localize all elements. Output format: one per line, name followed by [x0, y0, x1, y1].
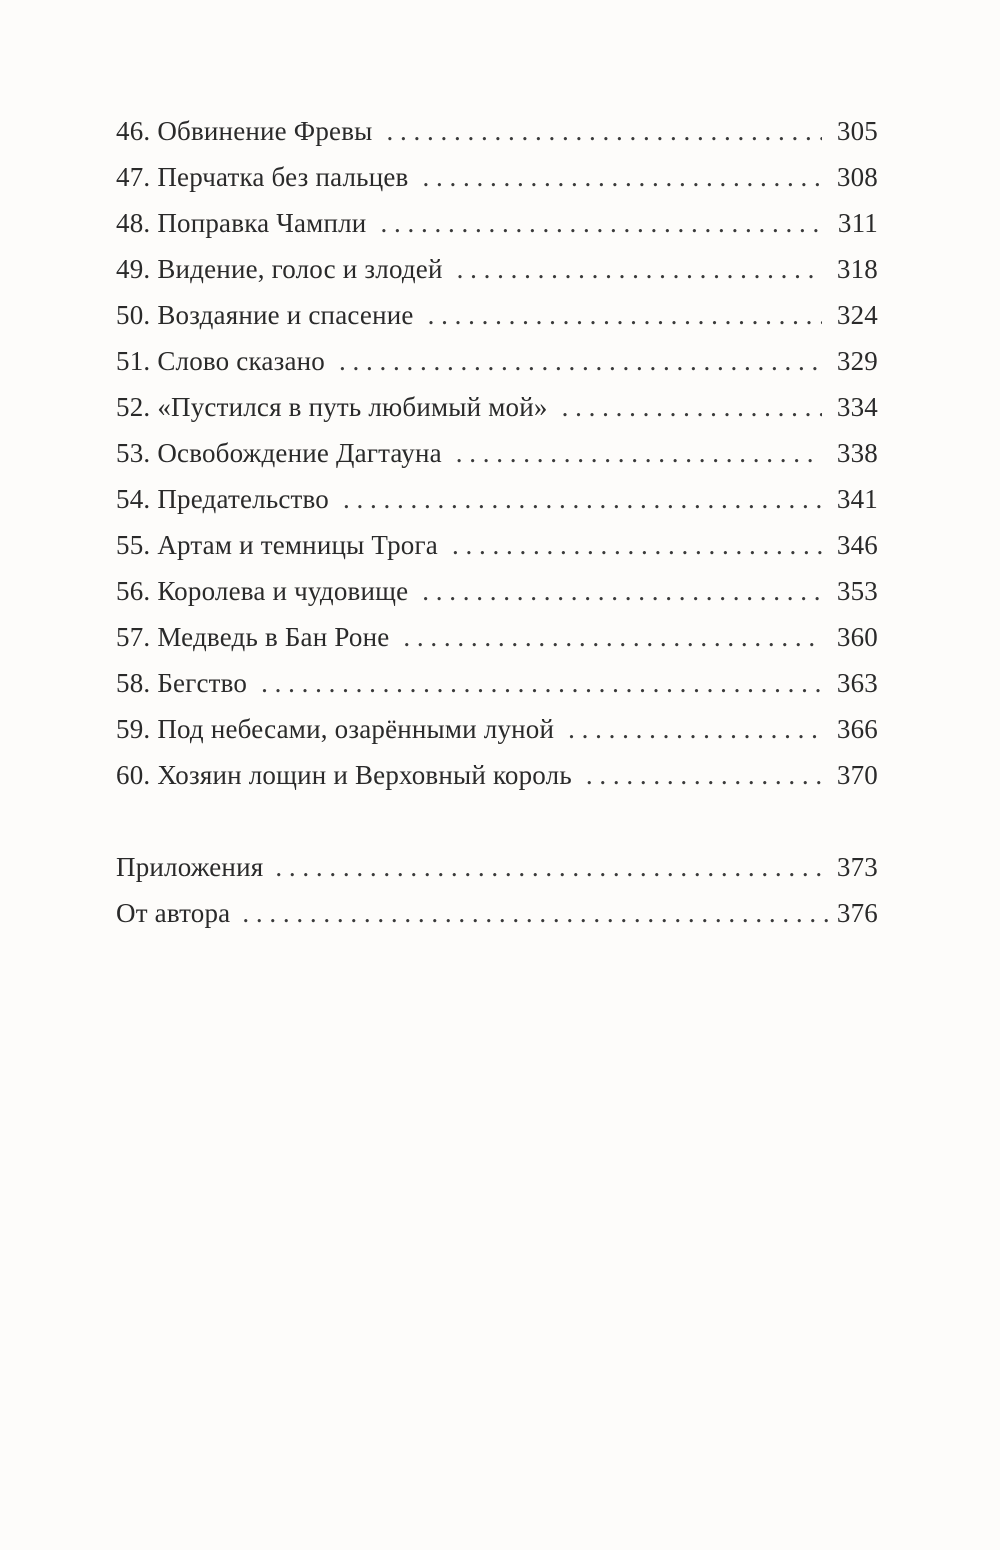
dot-leader [457, 246, 822, 292]
page-number: 324 [836, 300, 878, 330]
toc-entry-author-note[interactable] [116, 890, 878, 936]
dot-leader [387, 108, 822, 154]
toc-entry[interactable] [116, 660, 878, 706]
page-number: 334 [836, 392, 878, 422]
section-title: От автора [116, 898, 231, 928]
page-number: 373 [836, 852, 878, 882]
page-number: 329 [836, 346, 878, 376]
page-number: 308 [836, 162, 878, 192]
page-number: 318 [836, 254, 878, 284]
chapter-title: Медведь в Бан Роне [157, 622, 390, 652]
page-number: 376 [836, 898, 878, 928]
chapter-number: 56. [116, 576, 151, 606]
chapter-title: Предательство [157, 484, 329, 514]
toc-entry[interactable] [116, 338, 878, 384]
dot-leader [275, 844, 822, 890]
chapter-number: 55. [116, 530, 151, 560]
page-number: 360 [836, 622, 878, 652]
page-number: 311 [837, 208, 878, 238]
chapter-title: Слово сказано [157, 346, 325, 376]
chapter-number: 52. [116, 392, 151, 422]
dot-leader [242, 890, 830, 936]
chapter-number: 47. [116, 162, 151, 192]
chapter-title: Видение, голос и злодей [157, 254, 443, 284]
chapter-title: Хозяин лощин и Верховный король [157, 760, 572, 790]
dot-leader [568, 706, 822, 752]
chapter-number: 46. [116, 116, 151, 146]
dot-leader [261, 660, 822, 706]
dot-leader [456, 430, 822, 476]
chapter-number: 57. [116, 622, 151, 652]
dot-leader [422, 154, 822, 200]
toc-entry[interactable] [116, 706, 878, 752]
chapter-number: 48. [116, 208, 151, 238]
toc-entry[interactable] [116, 108, 878, 154]
chapter-title: Под небесами, озарёнными луной [157, 714, 555, 744]
dot-leader [428, 292, 822, 338]
page-number: 341 [836, 484, 878, 514]
chapter-number: 51. [116, 346, 151, 376]
chapter-title: Бегство [157, 668, 248, 698]
toc-entry[interactable] [116, 292, 878, 338]
chapter-number: 59. [116, 714, 151, 744]
page-number: 353 [836, 576, 878, 606]
chapter-title: Поправка Чампли [157, 208, 367, 238]
dot-leader [403, 614, 822, 660]
chapter-title: Артам и темницы Трога [157, 530, 438, 560]
toc-entry[interactable] [116, 384, 878, 430]
chapter-number: 58. [116, 668, 151, 698]
dot-leader [586, 752, 822, 798]
section-gap [116, 798, 878, 844]
chapter-title: Воздаяние и спасение [157, 300, 414, 330]
toc-entry[interactable] [116, 246, 878, 292]
toc-entry[interactable] [116, 430, 878, 476]
page-number: 366 [836, 714, 878, 744]
chapter-title: Обвинение Фревы [157, 116, 373, 146]
page-number: 370 [836, 760, 878, 790]
toc-entry-appendix[interactable] [116, 844, 878, 890]
toc-entry[interactable] [116, 752, 878, 798]
chapter-title: Освобождение Дагтауна [157, 438, 442, 468]
chapter-number: 60. [116, 760, 151, 790]
section-title: Приложения [116, 852, 264, 882]
chapter-number: 50. [116, 300, 151, 330]
toc-entry[interactable] [116, 154, 878, 200]
toc-entry[interactable] [116, 522, 878, 568]
dot-leader [422, 568, 822, 614]
chapter-title: Перчатка без пальцев [157, 162, 409, 192]
table-of-contents [116, 108, 878, 936]
toc-entry[interactable] [116, 200, 878, 246]
page-number: 338 [836, 438, 878, 468]
dot-leader [562, 384, 822, 430]
chapter-number: 53. [116, 438, 151, 468]
dot-leader [339, 338, 822, 384]
toc-entry[interactable] [116, 476, 878, 522]
chapter-title: «Пустился в путь любимый мой» [157, 392, 548, 422]
dot-leader [380, 200, 822, 246]
page-number: 363 [836, 668, 878, 698]
page-number: 305 [836, 116, 878, 146]
page-number: 346 [836, 530, 878, 560]
toc-entry[interactable] [116, 614, 878, 660]
chapter-number: 54. [116, 484, 151, 514]
dot-leader [452, 522, 822, 568]
chapter-number: 49. [116, 254, 151, 284]
chapter-title: Королева и чудовище [157, 576, 409, 606]
toc-entry[interactable] [116, 568, 878, 614]
dot-leader [343, 476, 822, 522]
